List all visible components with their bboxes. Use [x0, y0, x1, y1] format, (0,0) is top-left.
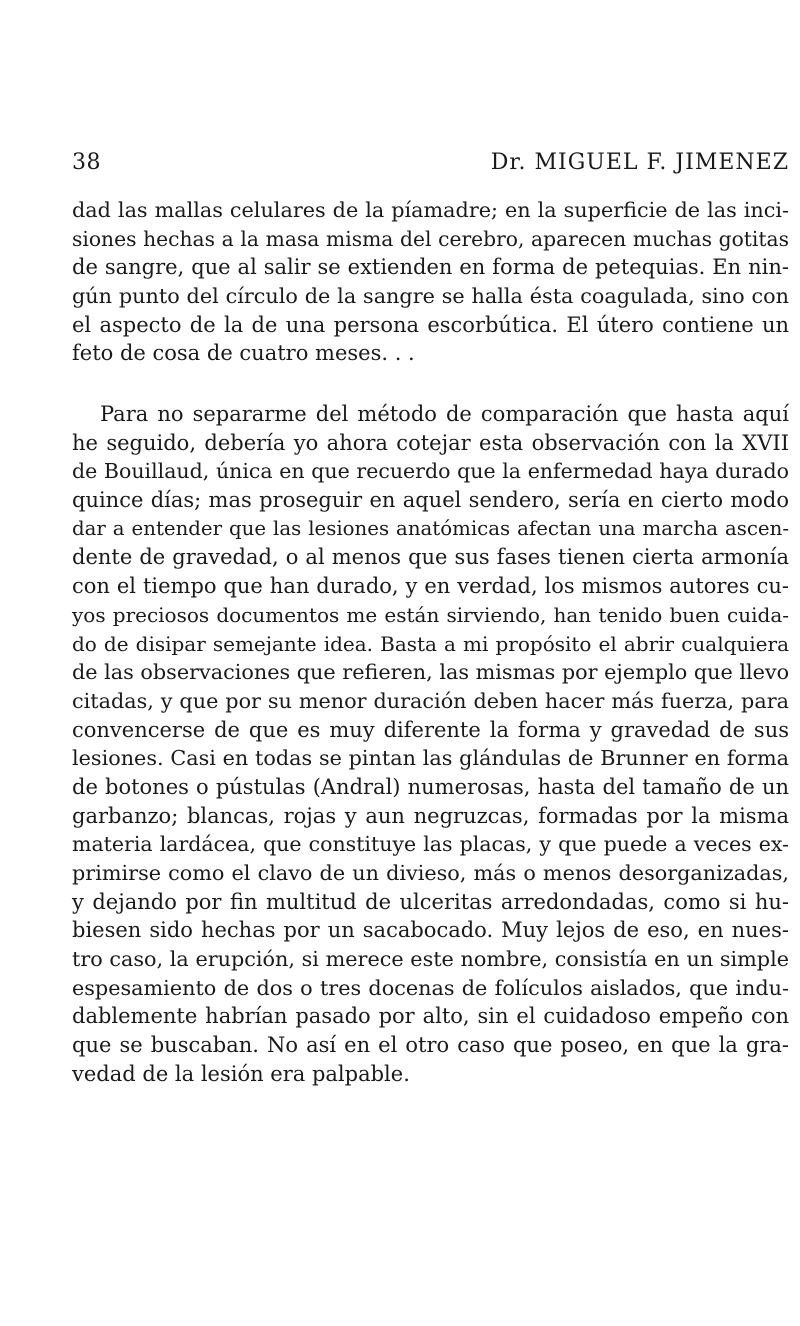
- text-line: garbanzo; blancas, rojas y aun negruzcas, formadas por la misma: [72, 803, 789, 828]
- page-number: 38: [72, 150, 101, 175]
- text-line: Para no separarme del método de comparación que hasta aquí: [100, 402, 789, 426]
- text-line: he seguido, debería yo ahora cotejar esta observación con la XVII: [72, 430, 789, 455]
- text-line: que se buscaban. No así en el otro caso que poseo, en que la gra-: [72, 1033, 789, 1058]
- running-head: Dr. MIGUEL F. JIMENEZ: [490, 150, 789, 175]
- text-line: dablemente habrían pasado por alto, sin el cuidadoso empeño con: [72, 1004, 789, 1029]
- text-line: gún punto del círculo de la sangre se halla ésta coagulada, sino con: [72, 284, 789, 309]
- text-line: feto de cosa de cuatro meses. . .: [72, 341, 415, 366]
- text-line: biesen sido hechas por un sacabocado. Muy lejos de eso, en nues-: [72, 918, 789, 943]
- text-line: de las observaciones que refieren, las mismas por ejemplo que llevo: [72, 660, 790, 685]
- text-line: primirse como el clavo de un divieso, más o menos desorganizadas,: [72, 861, 789, 885]
- text-line: yos preciosos documentos me están sirviendo, han tenido buen cuida-: [72, 602, 789, 627]
- text-line: citadas, y que por su menor duración deben hacer más fuerza, para: [72, 688, 789, 713]
- text-line: siones hechas a la masa misma del cerebro, aparecen muchas gotitas: [72, 226, 789, 251]
- paragraph-1: [72, 196, 789, 368]
- text-line: espesamiento de dos o tres docenas de folículos aislados, que indu-: [72, 975, 789, 1000]
- text-line: dad las mallas celulares de la píamadre; en la superficie de las inci-: [72, 198, 789, 222]
- text-line: tro caso, la erupción, si merece este nombre, consistía en un simple: [72, 947, 789, 972]
- paragraph-2: [72, 400, 789, 1089]
- text-line: el aspecto de la de una persona escorbútica. El útero contiene un: [72, 312, 789, 337]
- text-line: de botones o pústulas (Andral) numerosas, hasta del tamaño de un: [72, 774, 789, 799]
- text-line: con el tiempo que han durado, y en verdad, los mismos autores cu-: [72, 574, 789, 599]
- text-line: materia lardácea, que constituye las placas, y que puede a veces ex-: [72, 832, 789, 857]
- text-line: do de disipar semejante idea. Basta a mi propósito el abrir cualquiera: [72, 631, 789, 656]
- text-line: convencerse de que es muy diferente la forma y gravedad de sus: [72, 717, 789, 742]
- text-line: quince días; mas proseguir en aquel sendero, sería en cierto modo: [72, 488, 789, 513]
- text-line: y dejando por fin multitud de ulceritas arredondadas, como si hu-: [72, 889, 789, 914]
- page-header: [72, 150, 789, 186]
- text-line: de Bouillaud, única en que recuerdo que la enfermedad haya durado: [72, 459, 789, 484]
- text-line: dar a entender que las lesiones anatómicas afectan una marcha ascen-: [72, 516, 789, 540]
- text-line: de sangre, que al salir se extienden en forma de petequias. En nin-: [72, 255, 789, 280]
- text-line: vedad de la lesión era palpable.: [72, 1061, 410, 1086]
- text-line: dente de gravedad, o al menos que sus fases tienen cierta armonía: [72, 545, 789, 570]
- text-line: lesiones. Casi en todas se pintan las glándulas de Brunner en forma: [72, 746, 789, 771]
